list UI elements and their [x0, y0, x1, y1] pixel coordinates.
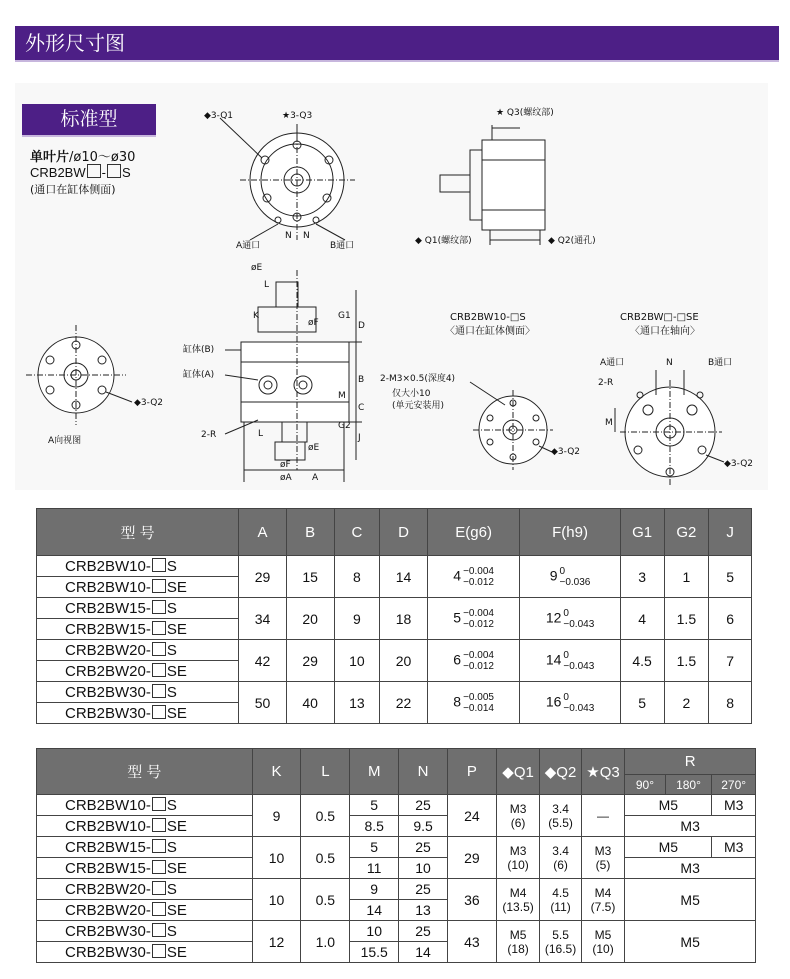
label-of-top: øF [308, 318, 319, 328]
table-cell: 14 [350, 900, 399, 921]
table-cell: 22 [380, 682, 428, 724]
label-se-note: 〈通口在轴向〉 [630, 326, 700, 337]
table-cell: M4 (7.5) [581, 879, 625, 921]
label-cyl-a: 缸体(A) [183, 370, 215, 380]
table-cell: 8.5 [350, 816, 399, 837]
table-cell: 18 [380, 598, 428, 640]
table-cell: 20 [380, 640, 428, 682]
table-cell: 5 [350, 795, 399, 816]
table-cell: M3 (5) [581, 837, 625, 879]
label-a-view: A向视图 [48, 436, 82, 446]
tolerance-f: 16 0 −0.043 [520, 682, 620, 724]
table-cell: 1.5 [664, 640, 709, 682]
table-cell: M3 [712, 837, 756, 858]
table-cell: 7 [709, 640, 752, 682]
tolerance-f: 12 0 −0.043 [520, 598, 620, 640]
model-cell: CRB2BW30- S [37, 921, 253, 942]
table-cell: 29 [447, 837, 496, 879]
table-cell: 15.5 [350, 942, 399, 963]
label-s-model: CRB2BW10-□S [450, 312, 526, 323]
table-cell: 14 [399, 942, 448, 963]
model-cell: CRB2BW10- SE [37, 577, 239, 598]
table-cell: M5 (18) [496, 921, 540, 963]
table-cell: 5 [350, 837, 399, 858]
table-row [37, 816, 756, 837]
model-cell: CRB2BW20- SE [37, 661, 239, 682]
table-cell: 12 [252, 921, 301, 963]
table-cell: 29 [239, 556, 287, 598]
table-cell: 9 [252, 795, 301, 837]
table-cell: 10 [399, 858, 448, 879]
table-cell: 1.5 [664, 598, 709, 640]
table-header-cell: 270° [712, 775, 756, 795]
table-header-cell: E(g6) [427, 509, 519, 556]
table-cell: 10 [252, 837, 301, 879]
table-cell: 10 [350, 921, 399, 942]
table-cell: 3.4 (5.5) [540, 795, 581, 837]
table-header-cell: 型 号 [37, 749, 253, 795]
label-m3-note3: (单元安装用) [392, 401, 445, 411]
label-m2: M [605, 418, 613, 428]
table-cell: 3 [620, 556, 664, 598]
table-header-cell: L [301, 749, 350, 795]
label-m3-note2: 仅大小10 [392, 389, 431, 399]
model-cell: CRB2BW15- SE [37, 619, 239, 640]
table-cell: 4 [620, 598, 664, 640]
table-header-cell: 90° [625, 775, 665, 795]
table-cell: 13 [334, 682, 380, 724]
label-a-arrow: A [312, 473, 319, 483]
label-oe: øE [308, 443, 320, 453]
table-header-cell: B [286, 509, 334, 556]
table-cell: M3 [625, 858, 756, 879]
table-row [37, 640, 752, 661]
label-n1: N [285, 231, 292, 241]
table-cell: 5 [620, 682, 664, 724]
label-g1: G1 [338, 311, 351, 321]
label-m: M [338, 391, 346, 401]
label-n2: N [303, 231, 310, 241]
table-cell: 0.5 [301, 879, 350, 921]
tolerance-f: 9 0 −0.036 [520, 556, 620, 598]
table-cell: 8 [334, 556, 380, 598]
table-row [37, 879, 756, 900]
tolerance-f: 14 0 −0.043 [520, 640, 620, 682]
label-l: L [258, 429, 264, 439]
table-header-cell: G2 [664, 509, 709, 556]
model-cell: CRB2BW10- SE [37, 816, 253, 837]
table-cell: M3 (6) [496, 795, 540, 837]
table-row [37, 682, 752, 703]
table-cell: 20 [286, 598, 334, 640]
model-cell: CRB2BW15- S [37, 837, 253, 858]
table-cell: M5 [625, 921, 756, 963]
label-m3-note: 2-M3×0.5(深度4) [380, 374, 456, 384]
table2-header-row [37, 749, 756, 775]
table-cell: 40 [286, 682, 334, 724]
table-cell: 2 [664, 682, 709, 724]
label-k: K [253, 311, 259, 321]
model-cell: CRB2BW30- SE [37, 703, 239, 724]
label-q2: ◆3-Q2 [134, 398, 164, 408]
table-cell: 5.5 (16.5) [540, 921, 581, 963]
table-cell: M3 [625, 816, 756, 837]
tolerance-e: 6 −0.004 −0.012 [427, 640, 519, 682]
section-title: 外形尺寸图 [25, 31, 125, 55]
table-cell: 34 [239, 598, 287, 640]
model-cell: CRB2BW20- S [37, 640, 239, 661]
tolerance-e: 4 −0.004 −0.012 [427, 556, 519, 598]
vane-type-label: 单叶片/ø10～ø30 [30, 150, 136, 165]
table-cell: 10 [252, 879, 301, 921]
model-cell: CRB2BW15- SE [37, 858, 253, 879]
label-q3: ★3-Q3 [282, 111, 313, 121]
th-model: 型 号 [37, 509, 239, 556]
table-cell: 0.5 [301, 795, 350, 837]
table-header-cell: P [447, 749, 496, 795]
label-d: D [358, 321, 365, 331]
table-cell: 25 [399, 879, 448, 900]
label-cyl-b: 缸体(B) [183, 345, 215, 355]
model-cell: CRB2BW30- SE [37, 942, 253, 963]
table-cell: 4.5 (11) [540, 879, 581, 921]
model-cell: CRB2BW15- S [37, 598, 239, 619]
table-header-cell: D [380, 509, 428, 556]
table-cell: M5 [625, 795, 712, 816]
table-cell: M5 (10) [581, 921, 625, 963]
table-header-cell: J [709, 509, 752, 556]
table-header-cell: ◆Q2 [540, 749, 581, 795]
table-row [37, 795, 756, 816]
label-q1: ◆3-Q1 [204, 111, 234, 121]
table-cell: 1 [664, 556, 709, 598]
table-row [37, 556, 752, 577]
tolerance-e: 5 −0.004 −0.012 [427, 598, 519, 640]
label-n3: N [666, 358, 673, 368]
table-row [37, 858, 756, 879]
dimension-table-2 [36, 748, 756, 963]
table-cell: 11 [350, 858, 399, 879]
table-cell: M3 (10) [496, 837, 540, 879]
table-cell: 0.5 [301, 837, 350, 879]
table1-header-row [37, 509, 752, 556]
table-cell: 14 [380, 556, 428, 598]
table-cell: M5 [625, 879, 756, 921]
label-port-a2: A通口 [600, 358, 625, 368]
table-cell: 9 [350, 879, 399, 900]
table-cell: 13 [399, 900, 448, 921]
table-cell: — [581, 795, 625, 837]
dimension-table-1 [36, 508, 752, 724]
table-cell: M5 [625, 837, 712, 858]
table-header-cell: G1 [620, 509, 664, 556]
table-cell: 25 [399, 795, 448, 816]
label-port-a: A通口 [236, 241, 261, 251]
model-code-label: CRB2BW - S [30, 165, 131, 180]
table-cell: 25 [399, 837, 448, 858]
table-header-cell: R [625, 749, 756, 775]
table-cell: 50 [239, 682, 287, 724]
table-cell: 6 [709, 598, 752, 640]
table-cell: 4.5 [620, 640, 664, 682]
table-row [37, 837, 756, 858]
label-port-b: B通口 [330, 241, 355, 251]
port-position-note: (通口在缸体侧面) [30, 183, 116, 196]
table-header-cell: M [350, 749, 399, 795]
label-g2: G2 [338, 421, 351, 431]
model-cell: CRB2BW10- S [37, 556, 239, 577]
table-cell: 5 [709, 556, 752, 598]
label-q2-hole: ◆ Q2(通孔) [548, 236, 596, 246]
table-cell: 9.5 [399, 816, 448, 837]
label-s-note: 〈通口在缸体侧面〉 [445, 326, 535, 337]
label-b: B [358, 375, 365, 385]
table-header-cell: F(h9) [520, 509, 620, 556]
tolerance-e: 8 −0.005 −0.014 [427, 682, 519, 724]
label-se-model: CRB2BW□-□SE [620, 312, 699, 323]
label-l-top: L [264, 280, 270, 290]
table-cell: 24 [447, 795, 496, 837]
table-cell: 43 [447, 921, 496, 963]
label-q1-thread: ◆ Q1(螺纹部) [415, 236, 472, 246]
label-j: J [358, 433, 361, 443]
label-c: C [358, 403, 365, 413]
table-header-cell: 180° [665, 775, 712, 795]
model-cell: CRB2BW20- S [37, 879, 253, 900]
table-header-cell: A [239, 509, 287, 556]
model-cell: CRB2BW20- SE [37, 900, 253, 921]
standard-type-badge: 标准型 [22, 104, 156, 135]
table-cell: 10 [334, 640, 380, 682]
table-cell: M3 [712, 795, 756, 816]
table-cell: 42 [239, 640, 287, 682]
label-q3-thread: ★ Q3(螺纹部) [496, 108, 554, 118]
label-q2b: ◆3-Q2 [551, 447, 581, 457]
label-oe-top: øE [251, 263, 263, 273]
table-cell: 1.0 [301, 921, 350, 963]
model-cell: CRB2BW30- S [37, 682, 239, 703]
label-2r: 2-R [201, 430, 217, 440]
table-cell: 36 [447, 879, 496, 921]
table-row [37, 598, 752, 619]
table-header-cell: ★Q3 [581, 749, 625, 795]
label-port-b2: B通口 [708, 358, 733, 368]
label-r3: 2-R [598, 378, 614, 388]
table-cell: M4 (13.5) [496, 879, 540, 921]
table-cell: 9 [334, 598, 380, 640]
table-cell: 3.4 (6) [540, 837, 581, 879]
label-of: øF [280, 460, 291, 470]
table-cell: 8 [709, 682, 752, 724]
table-cell: 15 [286, 556, 334, 598]
table-header-cell: K [252, 749, 301, 795]
table-row [37, 921, 756, 942]
table-cell: 25 [399, 921, 448, 942]
model-cell: CRB2BW10- S [37, 795, 253, 816]
table-header-cell: C [334, 509, 380, 556]
table-header-cell: N [399, 749, 448, 795]
label-q2c: ◆3-Q2 [724, 459, 754, 469]
table-cell: 29 [286, 640, 334, 682]
label-oa: øA [280, 473, 292, 483]
table-header-cell: ◆Q1 [496, 749, 540, 795]
